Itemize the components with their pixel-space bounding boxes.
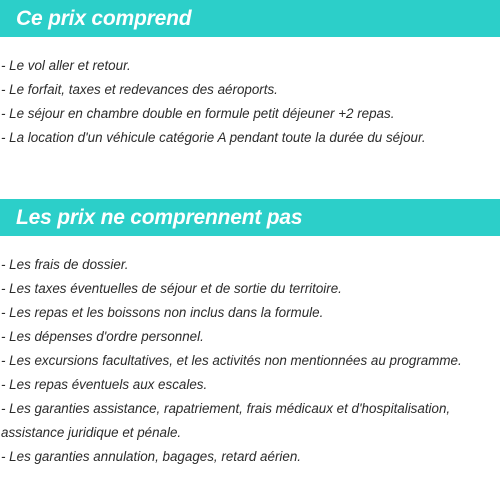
included-section	[0, 0, 500, 150]
excluded-list	[0, 253, 500, 469]
included-list	[0, 54, 500, 150]
excluded-section	[0, 199, 500, 469]
excluded-item: - Les taxes éventuelles de séjour et de sortie du territoire.	[1, 281, 342, 296]
included-item: - Le séjour en chambre double en formule petit déjeuner +2 repas.	[1, 106, 395, 121]
excluded-item: - Les excursions facultatives, et les activités non mentionnées au programme.	[1, 353, 462, 368]
excluded-item: - Les garanties assistance, rapatriement, frais médicaux et d'hospitalisation, assistance juridique et pénale.	[1, 401, 451, 440]
included-item: - La location d'un véhicule catégorie A pendant toute la durée du séjour.	[1, 130, 426, 145]
included-item: - Le forfait, taxes et redevances des aéroports.	[1, 82, 278, 97]
excluded-item: - Les repas et les boissons non inclus dans la formule.	[1, 305, 324, 320]
excluded-title: Les prix ne comprennent pas	[16, 205, 303, 229]
excluded-item: - Les dépenses d'ordre personnel.	[1, 329, 204, 344]
included-title: Ce prix comprend	[16, 6, 192, 30]
included-banner	[0, 0, 500, 37]
excluded-item: - Les garanties annulation, bagages, retard aérien.	[1, 449, 302, 464]
included-item: - Le vol aller et retour.	[1, 58, 131, 73]
excluded-banner	[0, 199, 500, 236]
excluded-item: - Les frais de dossier.	[1, 257, 129, 272]
excluded-item: - Les repas éventuels aux escales.	[1, 377, 208, 392]
